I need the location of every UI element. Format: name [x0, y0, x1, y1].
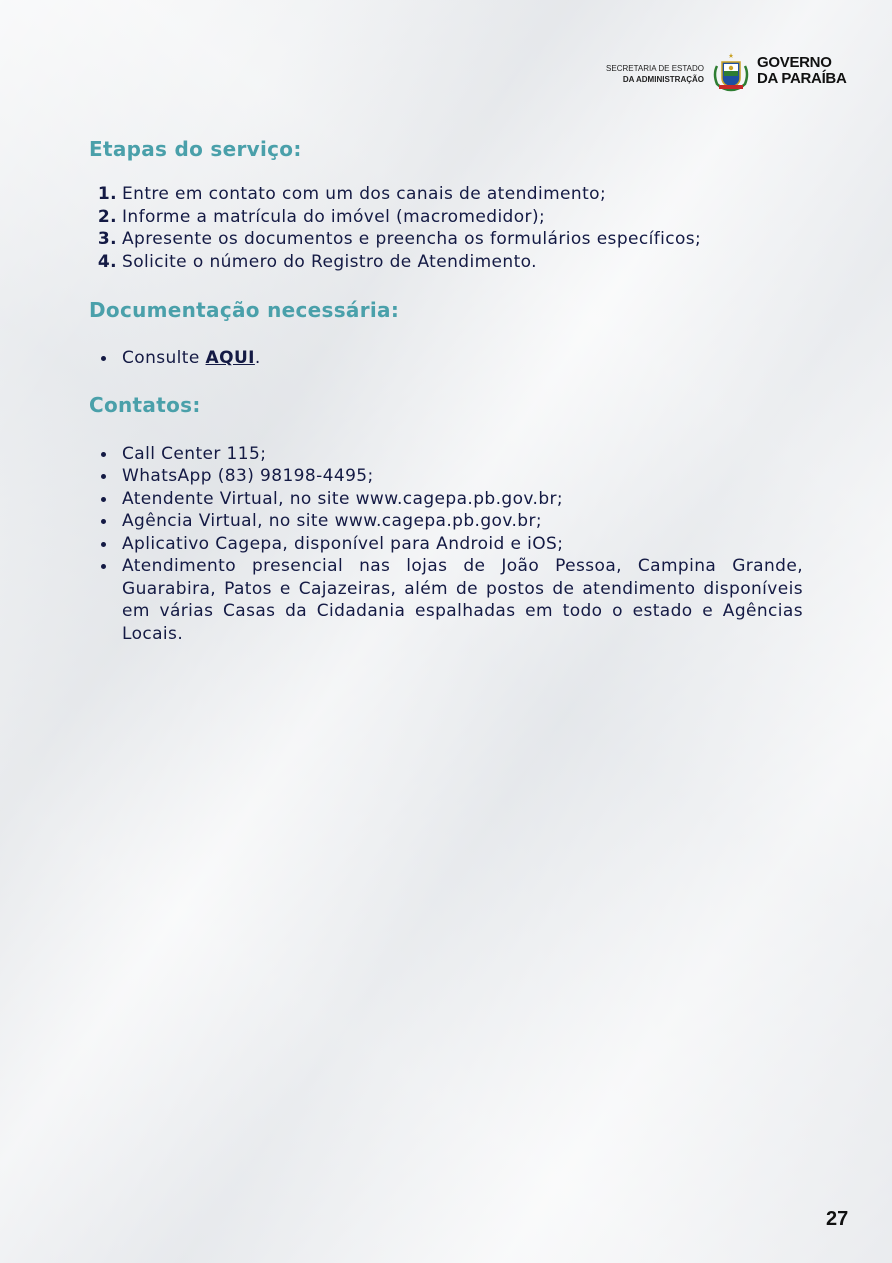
item-text: WhatsApp (83) 98198-4495;: [122, 466, 374, 486]
governo-line2: DA PARAÍBA: [757, 70, 847, 87]
list-item: [89, 533, 803, 556]
etapas-heading: Etapas do serviço:: [89, 137, 302, 161]
item-number: 3.: [97, 229, 117, 249]
contatos-list: [89, 443, 803, 646]
item-text: Aplicativo Cagepa, disponível para Android e iOS;: [122, 533, 564, 554]
list-item: [89, 465, 803, 488]
period-text: .: [254, 348, 261, 368]
contatos-heading: Contatos:: [89, 392, 201, 417]
list-item: [89, 488, 803, 511]
bullet-icon: [89, 510, 122, 533]
item-text: Atendimento presencial nas lojas de João Pessoa, Campina Grande, Guarabira, Patos e Cajazeiras, além de postos de atendimento disponíveis em várias Casas da Cidadania espalhadas em todo o estado e Agências Locais.: [122, 556, 803, 644]
item-number: 2.: [97, 206, 117, 227]
list-item: [89, 510, 803, 533]
secretaria-label: [600, 63, 704, 85]
documentacao-list: [89, 347, 803, 370]
item-text: Atendente Virtual, no site www.cagepa.pb.gov.br;: [122, 488, 564, 509]
bullet-icon: [89, 465, 122, 488]
governo-label: [757, 55, 847, 87]
item-number: 4.: [97, 251, 117, 272]
bullet-icon: [89, 555, 122, 645]
secretaria-line1: SECRETARIA DE ESTADO: [606, 64, 704, 73]
list-item: [89, 443, 803, 466]
bullet-icon: [89, 347, 122, 370]
list-item: [89, 206, 803, 229]
governo-line1: GOVERNO: [757, 54, 832, 71]
etapas-list: [89, 183, 803, 273]
secretaria-line2: DA ADMINISTRAÇÃO: [622, 75, 704, 84]
item-text: Informe a matrícula do imóvel (macromedidor);: [122, 206, 546, 227]
item-text: Apresente os documentos e preencha os formulários específicos;: [122, 229, 702, 249]
list-item: [89, 183, 803, 206]
consulte-text: Consulte: [122, 348, 206, 368]
item-number: 1.: [97, 184, 117, 204]
list-item: [89, 251, 803, 274]
main-content: [89, 136, 803, 645]
item-text: Entre em contato com um dos canais de atendimento;: [122, 184, 607, 204]
item-text: Solicite o número do Registro de Atendimento.: [122, 251, 537, 272]
coat-of-arms-icon: [711, 52, 751, 92]
item-text: Agência Virtual, no site www.cagepa.pb.gov.br;: [122, 511, 542, 531]
header-logo: [600, 50, 850, 94]
list-item: [89, 555, 803, 645]
page-number: 27: [826, 1208, 849, 1230]
item-text: Call Center 115;: [122, 443, 267, 464]
documentacao-heading: Documentação necessária:: [89, 298, 400, 322]
bullet-icon: [89, 533, 122, 556]
list-item: [89, 228, 803, 251]
bullet-icon: [89, 488, 122, 511]
list-item: [89, 347, 803, 370]
bullet-icon: [89, 443, 122, 466]
aqui-link[interactable]: AQUI: [205, 348, 255, 368]
